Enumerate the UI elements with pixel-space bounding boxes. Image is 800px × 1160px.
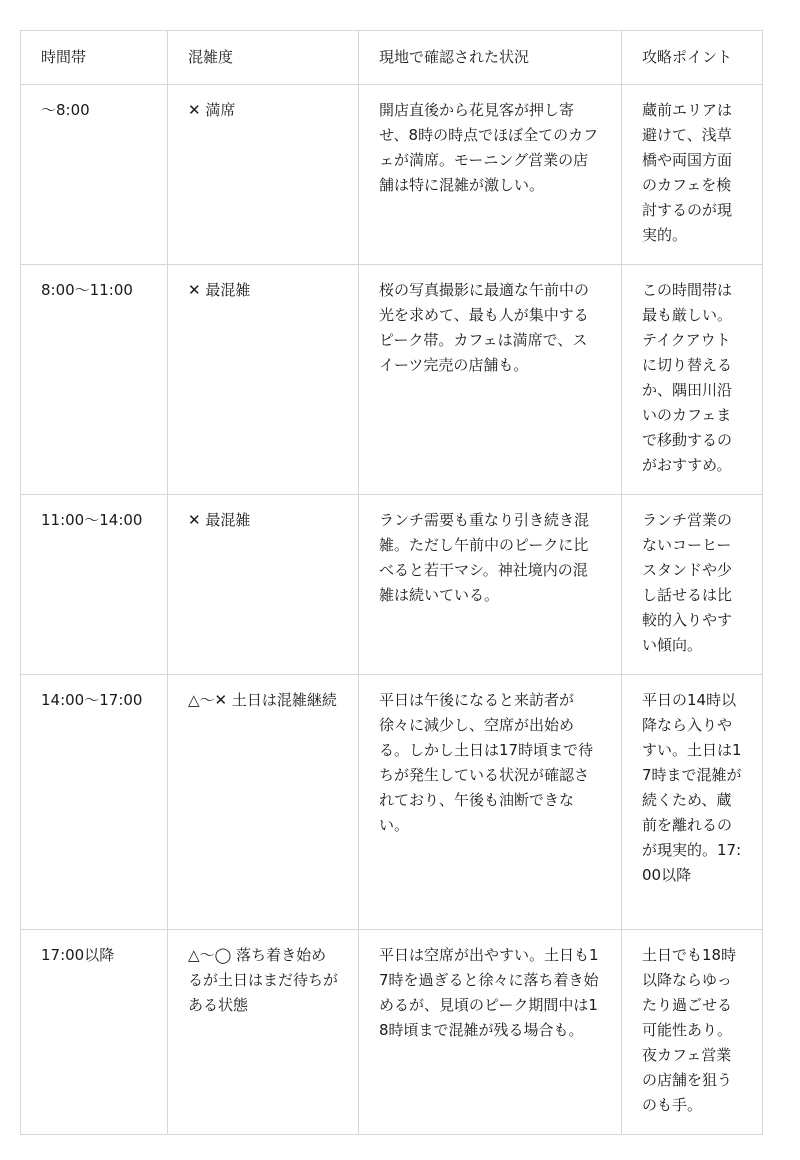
cell-level: ✕ 最混雑 xyxy=(168,495,359,675)
cell-situation: 開店直後から花見客が押し寄せ、8時の時点でほぼ全てのカフェが満席。モーニング営業の店舗は特に混雑が激しい。 xyxy=(359,85,622,265)
table-row xyxy=(21,85,763,265)
header-tip: 攻略ポイント xyxy=(622,31,763,85)
header-row xyxy=(21,31,763,85)
header-situation: 現地で確認された状況 xyxy=(359,31,622,85)
cell-time: 〜8:00 xyxy=(21,85,168,265)
header-level: 混雑度 xyxy=(168,31,359,85)
cell-tip: この時間帯は最も厳しい。テイクアウトに切り替えるか、隅田川沿いのカフェまで移動するのがおすすめ。 xyxy=(622,265,763,495)
table-body xyxy=(21,85,763,1135)
cell-tip: 土日でも18時以降ならゆったり過ごせる可能性あり。夜カフェ営業の店舗を狙うのも手。 xyxy=(622,930,763,1135)
table-row xyxy=(21,675,763,930)
table-row xyxy=(21,265,763,495)
cell-level: ✕ 最混雑 xyxy=(168,265,359,495)
table-container xyxy=(20,30,763,1135)
cell-tip: 蔵前エリアは避けて、浅草橋や両国方面のカフェを検討するのが現実的。 xyxy=(622,85,763,265)
cell-time: 14:00〜17:00 xyxy=(21,675,168,930)
cell-situation: 平日は午後になると来訪者が徐々に減少し、空席が出始める。しかし土日は17時頃まで待ちが発生している状況が確認されており、午後も油断できない。 xyxy=(359,675,622,930)
cell-time: 11:00〜14:00 xyxy=(21,495,168,675)
cell-level: △〜✕ 土日は混雑継続 xyxy=(168,675,359,930)
cell-time: 8:00〜11:00 xyxy=(21,265,168,495)
cell-time: 17:00以降 xyxy=(21,930,168,1135)
table-row xyxy=(21,495,763,675)
cell-situation: ランチ需要も重なり引き続き混雑。ただし午前中のピークに比べると若干マシ。神社境内の混雑は続いている。 xyxy=(359,495,622,675)
cell-level: △〜◯ 落ち着き始めるが土日はまだ待ちがある状態 xyxy=(168,930,359,1135)
cell-tip: 平日の14時以降なら入りやすい。土日は17時まで混雑が続くため、蔵前を離れるのが現実的。17:00以降 xyxy=(622,675,763,930)
cafe-crowd-table xyxy=(20,30,763,1135)
cell-level: ✕ 満席 xyxy=(168,85,359,265)
header-time: 時間帯 xyxy=(21,31,168,85)
cell-tip: ランチ営業のないコーヒースタンドや少し話せるは比較的入りやすい傾向。 xyxy=(622,495,763,675)
cell-situation: 桜の写真撮影に最適な午前中の光を求めて、最も人が集中するピーク帯。カフェは満席で、スイーツ完売の店舗も。 xyxy=(359,265,622,495)
table-header xyxy=(21,31,763,85)
table-row xyxy=(21,930,763,1135)
cell-situation: 平日は空席が出やすい。土日も17時を過ぎると徐々に落ち着き始めるが、見頃のピーク期間中は18時頃まで混雑が残る場合も。 xyxy=(359,930,622,1135)
